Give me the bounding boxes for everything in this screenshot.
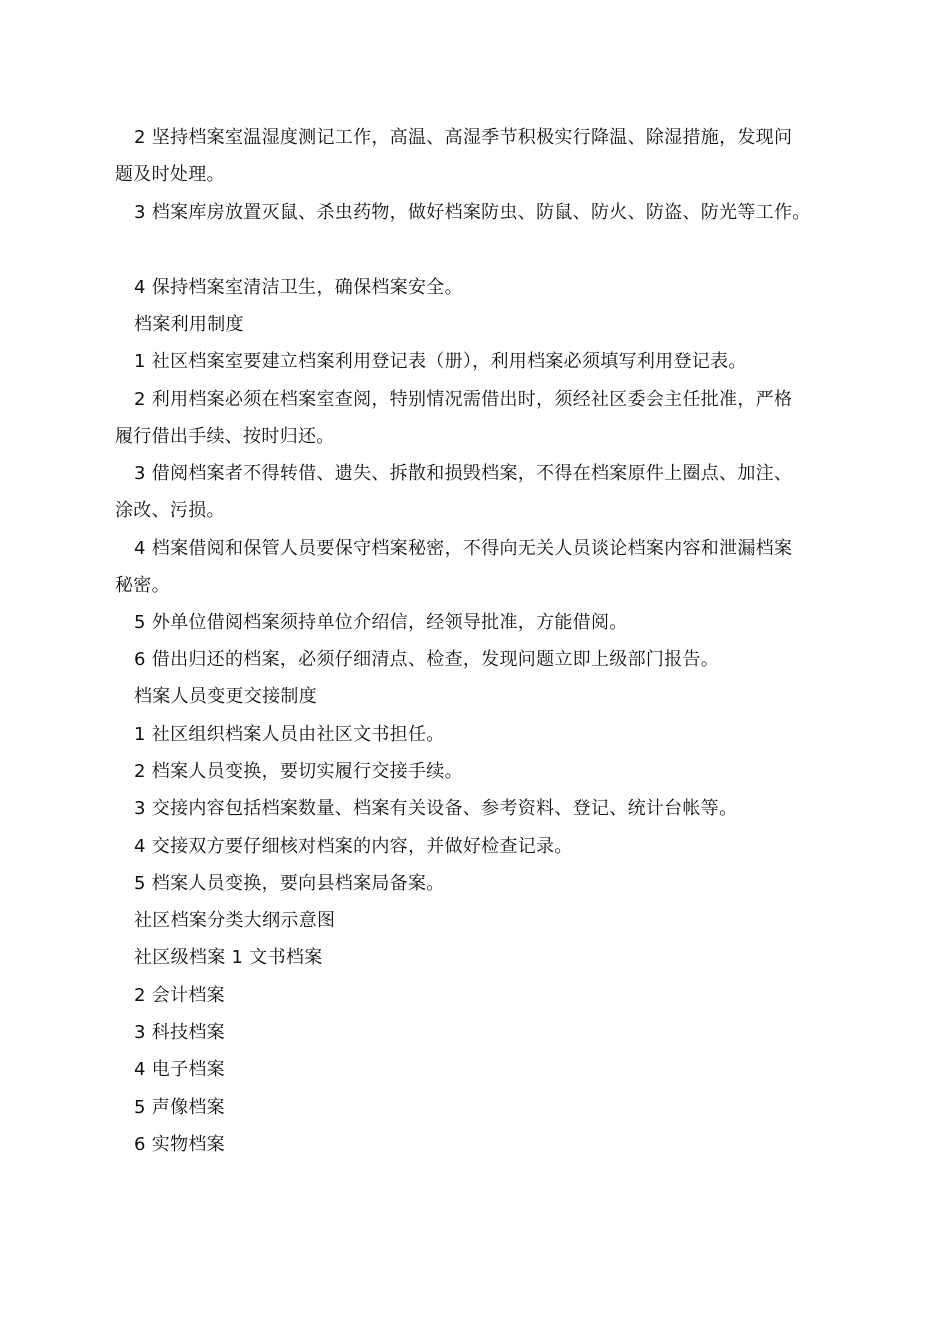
paragraph-line: 4 保持档案室清洁卫生，确保档案安全。 — [134, 277, 463, 298]
list-item: 5 声像档案 — [134, 1097, 225, 1118]
list-item: 3 科技档案 — [134, 1022, 225, 1043]
paragraph-line: 2 坚持档案室温湿度测记工作，高温、高湿季节积极实行降温、除湿措施，发现问 — [134, 127, 793, 148]
paragraph-line: 3 档案库房放置灭鼠、杀虫药物，做好档案防虫、防鼠、防火、防盗、防光等工作。 — [134, 202, 811, 223]
paragraph-line: 4 交接双方要仔细核对档案的内容，并做好检查记录。 — [134, 836, 573, 857]
paragraph-line: 1 社区组织档案人员由社区文书担任。 — [134, 724, 445, 745]
paragraph-line: 2 档案人员变换，要切实履行交接手续。 — [134, 761, 463, 782]
paragraph-line: 1 社区档案室要建立档案利用登记表（册），利用档案必须填写利用登记表。 — [134, 351, 747, 372]
section-heading: 档案人员变更交接制度 — [134, 686, 317, 707]
paragraph-line: 5 外单位借阅档案须持单位介绍信，经领导批准，方能借阅。 — [134, 612, 628, 633]
list-item: 4 电子档案 — [134, 1059, 225, 1080]
paragraph-line: 6 借出归还的档案，必须仔细清点、检查，发现问题立即上级部门报告。 — [134, 649, 720, 670]
paragraph-line: 涂改、污损。 — [115, 500, 225, 521]
paragraph-line: 2 利用档案必须在档案室查阅，特别情况需借出时，须经社区委会主任批准，严格 — [134, 389, 793, 410]
list-item: 2 会计档案 — [134, 985, 225, 1006]
paragraph-line: 履行借出手续、按时归还。 — [115, 426, 335, 447]
paragraph-line: 3 借阅档案者不得转借、遗失、拆散和损毁档案，不得在档案原件上圈点、加注、 — [134, 463, 793, 484]
paragraph-line: 3 交接内容包括档案数量、档案有关设备、参考资料、登记、统计台帐等。 — [134, 798, 738, 819]
paragraph-line: 题及时处理。 — [115, 164, 225, 185]
paragraph-line: 4 档案借阅和保管人员要保守档案秘密，不得向无关人员谈论档案内容和泄漏档案 — [134, 538, 793, 559]
section-heading: 社区档案分类大纲示意图 — [134, 910, 336, 931]
paragraph-line: 秘密。 — [115, 575, 170, 596]
paragraph-line: 5 档案人员变换，要向县档案局备案。 — [134, 873, 445, 894]
list-item: 6 实物档案 — [134, 1134, 225, 1155]
list-item: 社区级档案 1 文书档案 — [134, 947, 323, 968]
section-heading: 档案利用制度 — [134, 314, 244, 335]
